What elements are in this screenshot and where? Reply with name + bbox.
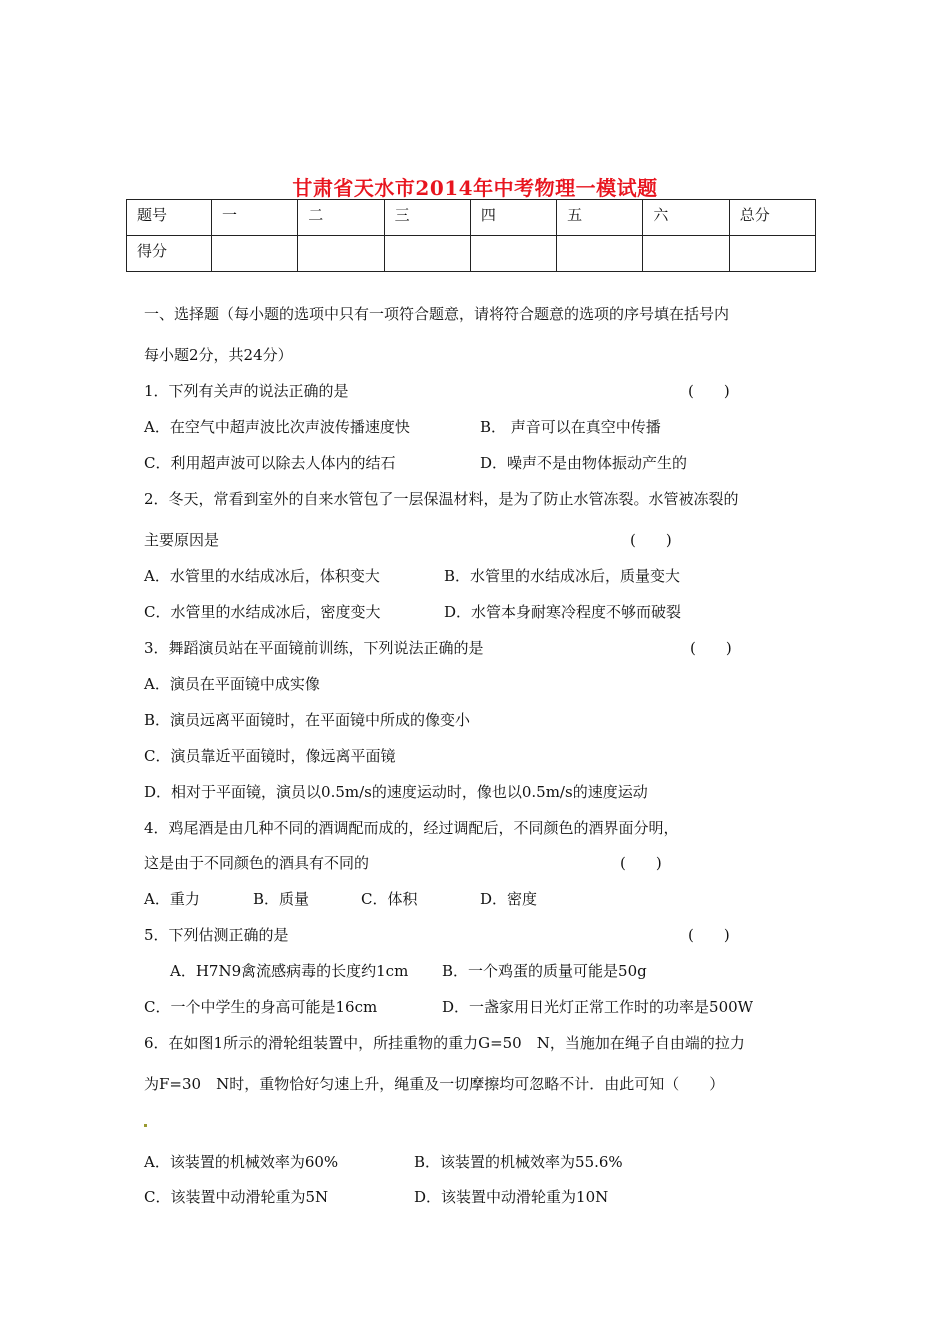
option: D．密度 bbox=[480, 890, 538, 908]
table-cell: 一 bbox=[212, 200, 298, 236]
table-cell bbox=[384, 236, 470, 272]
option: B．一个鸡蛋的质量可能是50g bbox=[442, 962, 647, 980]
question-stem: 5．下列估测正确的是 bbox=[144, 926, 289, 944]
option: D．水管本身耐寒冷程度不够而破裂 bbox=[444, 603, 682, 621]
option: D．相对于平面镜，演员以0.5m/s的速度运动时，像也以0.5m/s的速度运动 bbox=[144, 783, 648, 801]
option: A．演员在平面镜中成实像 bbox=[144, 675, 320, 693]
answer-blank: ( ) bbox=[688, 382, 730, 400]
option: B．演员远离平面镜时，在平面镜中所成的像变小 bbox=[144, 711, 471, 729]
table-row bbox=[127, 200, 816, 236]
answer-blank: ( ) bbox=[690, 639, 732, 657]
option: A．在空气中超声波比次声波传播速度快 bbox=[144, 418, 410, 436]
table-cell bbox=[643, 236, 729, 272]
option: C．体积 bbox=[361, 890, 418, 908]
table-cell: 五 bbox=[557, 200, 643, 236]
option: D．一盏家用日光灯正常工作时的功率是500W bbox=[442, 998, 754, 1016]
question-stem-cont: 为F=30 N时，重物恰好匀速上升，绳重及一切摩擦均可忽略不计．由此可知（ ） bbox=[144, 1075, 725, 1093]
option: C．利用超声波可以除去人体内的结石 bbox=[144, 454, 396, 472]
option: C．水管里的水结成冰后，密度变大 bbox=[144, 603, 381, 621]
table-cell bbox=[729, 236, 815, 272]
table-row bbox=[127, 236, 816, 272]
question-stem: 3．舞蹈演员站在平面镜前训练，下列说法正确的是 bbox=[144, 639, 484, 657]
answer-blank: ( ) bbox=[630, 531, 672, 549]
ink-dot bbox=[144, 1124, 147, 1127]
option: A．H7N9禽流感病毒的长度约1cm bbox=[170, 962, 409, 980]
table-cell: 题号 bbox=[127, 200, 212, 236]
question-stem: 4．鸡尾酒是由几种不同的酒调配而成的，经过调配后，不同颜色的酒界面分明， bbox=[144, 819, 679, 837]
table-cell: 四 bbox=[470, 200, 556, 236]
table-cell: 三 bbox=[384, 200, 470, 236]
option: C．一个中学生的身高可能是16cm bbox=[144, 998, 378, 1016]
section-heading: 一、选择题（每小题的选项中只有一项符合题意，请将符合题意的选项的序号填在括号内 bbox=[144, 305, 730, 323]
table-cell: 六 bbox=[643, 200, 729, 236]
table-cell: 得分 bbox=[127, 236, 212, 272]
question-stem: 1．下列有关声的说法正确的是 bbox=[144, 382, 349, 400]
table-cell: 二 bbox=[298, 200, 384, 236]
page-title: 甘肃省天水市2014年中考物理一模试题 bbox=[292, 176, 658, 200]
option: C．演员靠近平面镜时，像远离平面镜 bbox=[144, 747, 396, 765]
option: D．该装置中动滑轮重为10N bbox=[414, 1188, 609, 1206]
answer-blank: ( ) bbox=[620, 854, 662, 872]
option: D．噪声不是由物体振动产生的 bbox=[480, 454, 688, 472]
option: B． 声音可以在真空中传播 bbox=[480, 418, 661, 436]
section-heading-cont: 每小题2分，共24分） bbox=[144, 346, 293, 364]
table-cell bbox=[298, 236, 384, 272]
question-stem: 2．冬天，常看到室外的自来水管包了一层保温材料，是为了防止水管冻裂。水管被冻裂的 bbox=[144, 490, 739, 508]
option: B．质量 bbox=[253, 890, 310, 908]
option: B．该装置的机械效率为55.6% bbox=[414, 1153, 623, 1171]
table-cell bbox=[557, 236, 643, 272]
table-cell bbox=[470, 236, 556, 272]
table-cell: 总分 bbox=[729, 200, 815, 236]
table-cell bbox=[212, 236, 298, 272]
option: B．水管里的水结成冰后，质量变大 bbox=[444, 567, 681, 585]
question-stem: 6．在如图1所示的滑轮组装置中，所挂重物的重力G=50 N，当施加在绳子自由端的拉力 bbox=[144, 1034, 745, 1052]
question-stem-cont: 这是由于不同颜色的酒具有不同的 bbox=[144, 854, 370, 872]
option: C．该装置中动滑轮重为5N bbox=[144, 1188, 329, 1206]
option: A．该装置的机械效率为60% bbox=[144, 1153, 339, 1171]
answer-blank: ( ) bbox=[688, 926, 730, 944]
option: A．水管里的水结成冰后，体积变大 bbox=[144, 567, 380, 585]
question-stem-cont: 主要原因是 bbox=[144, 531, 220, 549]
option: A．重力 bbox=[144, 890, 200, 908]
score-table bbox=[126, 199, 816, 272]
